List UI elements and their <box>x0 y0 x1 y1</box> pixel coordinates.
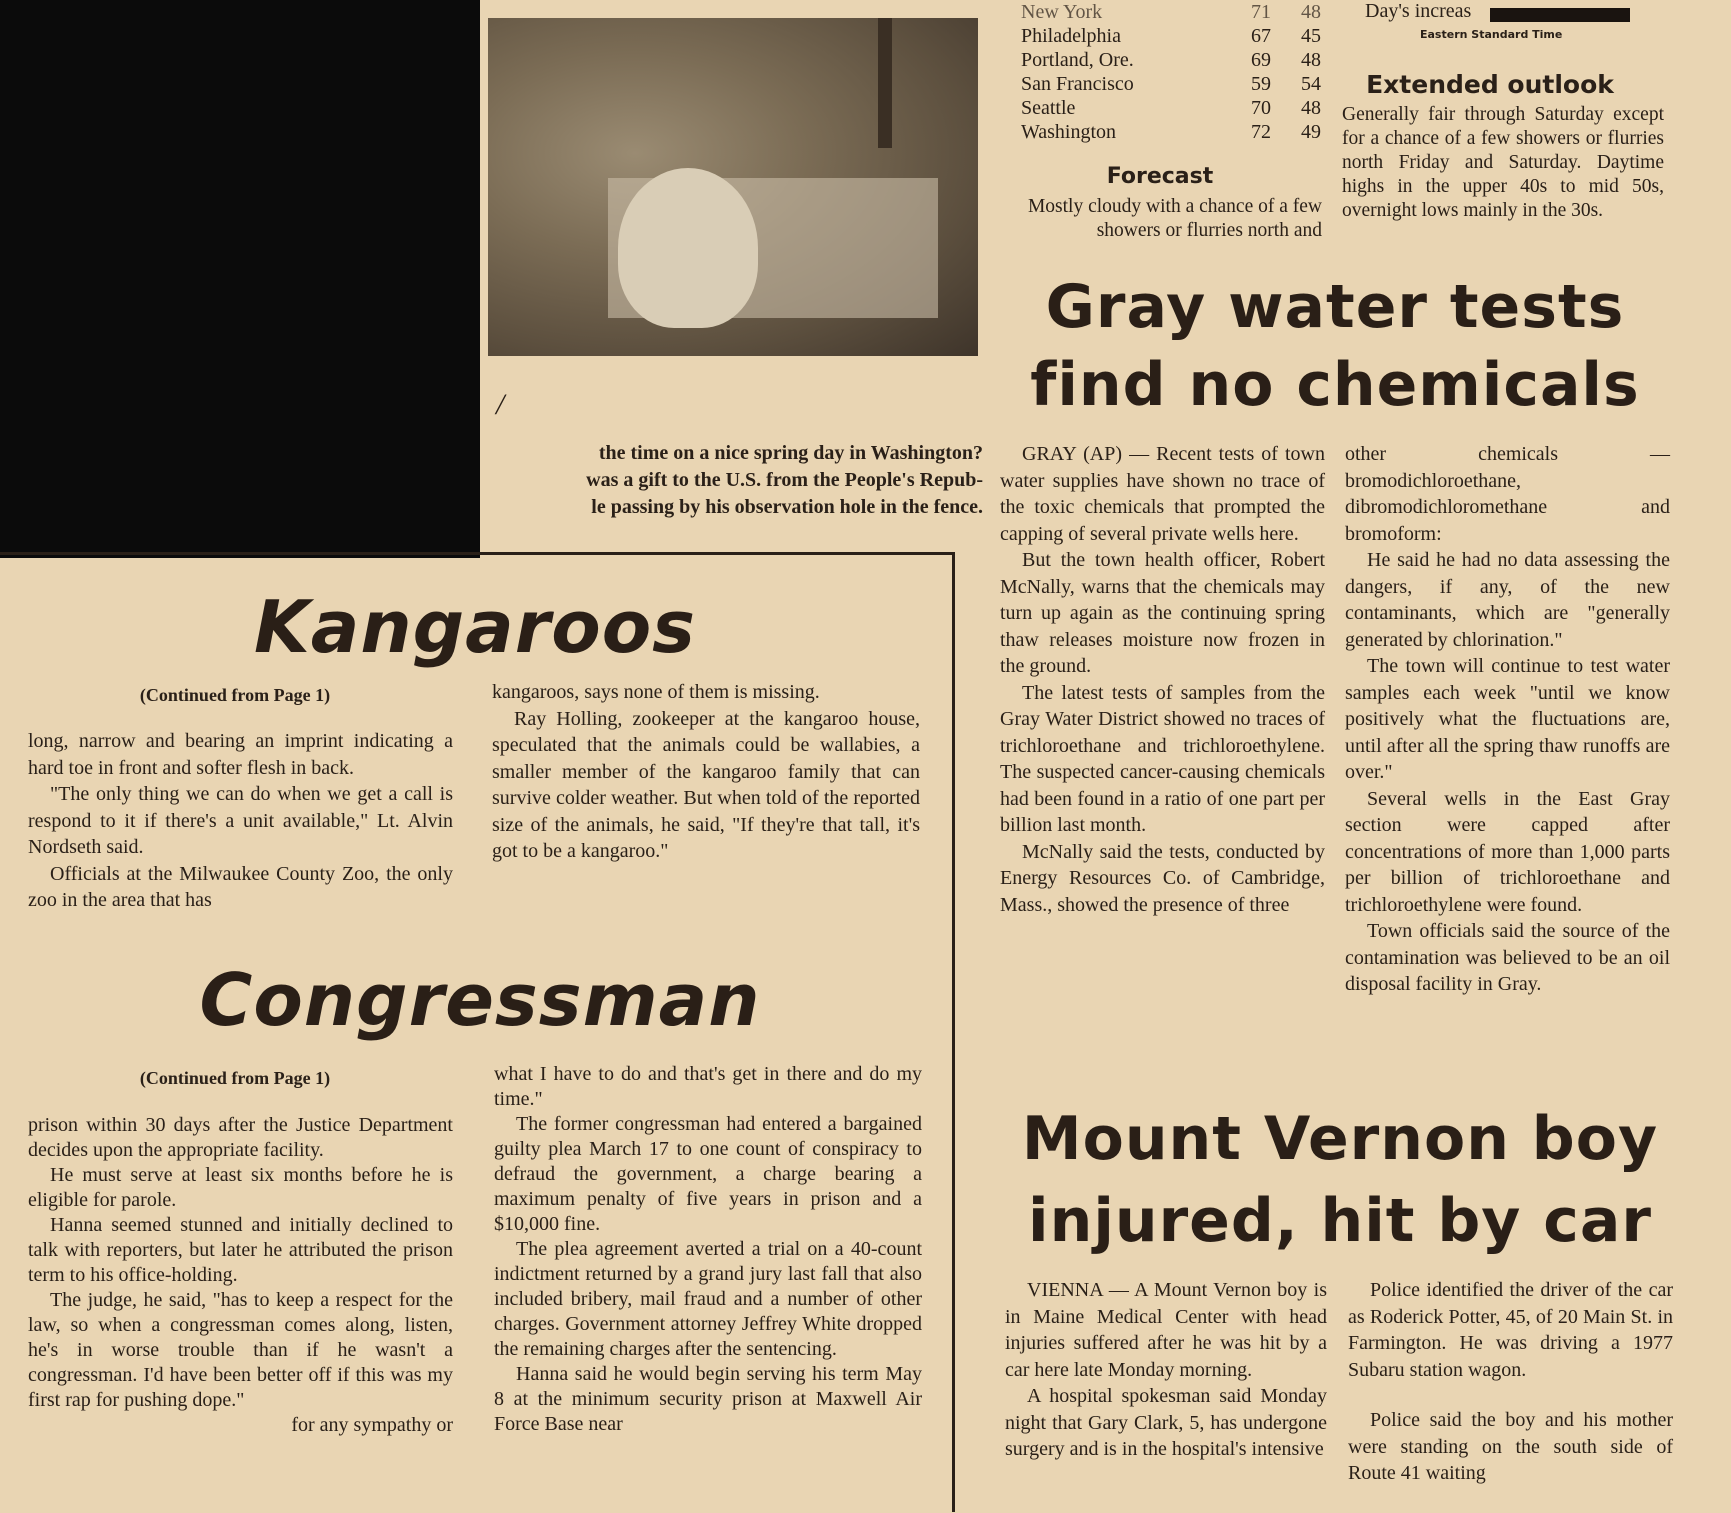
congressman-col2 <box>494 1062 922 1437</box>
paragraph: McNally said the tests, conducted by Energy Resources Co. of Cambridge, Mass., showed the presence of three <box>1000 840 1325 916</box>
paragraph: kangaroos, says none of them is missing. <box>492 681 820 703</box>
outlook-title: Extended outlook <box>1366 70 1614 99</box>
paragraph: what I have to do and that's get in there and do my time." <box>494 1063 922 1110</box>
city: San Francisco <box>1021 73 1134 95</box>
paragraph: Police said the boy and his mother were standing on the south side of Route 41 waiting <box>1348 1409 1673 1484</box>
paragraph: long, narrow and bearing an imprint indicating a hard toe in front and softer flesh in back. <box>28 730 453 779</box>
gray-water-col2 <box>1345 441 1670 998</box>
continued-label: (Continued from Page 1) <box>139 685 331 705</box>
paragraph: GRAY (AP) — Recent tests of town water supplies have shown no trace of the toxic chemicals that prompted the capping of several private wells here. <box>1000 443 1325 545</box>
news-photo <box>488 18 978 356</box>
congressman-headline: Congressman <box>199 958 761 1042</box>
kangaroos-headline: Kangaroos <box>253 585 697 669</box>
est-label: Eastern Standard Time <box>1420 28 1563 41</box>
headline-line: find no chemicals <box>1030 350 1640 420</box>
paragraph: VIENNA — A Mount Vernon boy is in Maine Medical Center with head injuries suffered after he was hit by a car here late Monday morning. <box>1005 1279 1327 1381</box>
outlook-text: Generally fair through Saturday except for a chance of a few showers or flurries north Friday and Saturday. Daytime highs in the upper 40s to mid 50s, overnight lows mainly in the 30s. <box>1342 104 1664 221</box>
paragraph: The plea agreement averted a trial on a 40-count indictment returned by a grand jury last fall that also included bribery, mail fraud and a number of other charges. Government attorney Jeffrey White dropped the remaining charges after the sentencing. <box>494 1238 922 1360</box>
paragraph: He said he had no data assessing the dangers, if any, of the new contaminants, which are "generally generated by chlorination." <box>1345 549 1670 651</box>
paragraph: Officials at the Milwaukee County Zoo, the only zoo in the area that has <box>28 862 453 911</box>
paragraph: A hospital spokesman said Monday night that Gary Clark, 5, has undergone surgery and is in the hospital's intensive <box>1005 1385 1327 1460</box>
table-row <box>1021 96 1321 120</box>
gray-water-headline <box>1005 268 1665 424</box>
low-temp: 48 <box>1301 49 1321 71</box>
paragraph: Police identified the driver of the car as Roderick Potter, 45, of 20 Main St. in Farmington. He was driving a 1977 Subaru station wagon. <box>1348 1279 1673 1381</box>
city: Seattle <box>1021 97 1076 119</box>
city: New York <box>1021 1 1103 23</box>
caption-line: le passing by his observation hole in the fence. <box>591 496 983 518</box>
forecast-text: Mostly cloudy with a chance of a few showers or flurries north and <box>1027 196 1322 241</box>
high-temp: 70 <box>1251 97 1271 119</box>
paragraph: prison within 30 days after the Justice Department decides upon the appropriate facility. <box>28 1114 453 1161</box>
torn-tape <box>1490 8 1630 22</box>
paragraph: But the town health officer, Robert McNally, warns that the chemicals may turn up again as the continuing spring thaw releases moisture now frozen in the ground. <box>1000 549 1325 677</box>
headline-line: Gray water tests <box>1045 272 1625 342</box>
low-temp: 48 <box>1301 97 1321 119</box>
continued-label: (Continued from Page 1) <box>139 1068 331 1088</box>
mount-vernon-col2 <box>1348 1277 1673 1487</box>
high-temp: 67 <box>1251 25 1271 47</box>
headline-line: Mount Vernon boy <box>1021 1104 1659 1174</box>
caption-line: the time on a nice spring day in Washington? <box>598 442 983 464</box>
paragraph: Town officials said the source of the contamination was believed to be an oil disposal facility in Gray. <box>1345 920 1670 995</box>
paragraph: Several wells in the East Gray section were capped after concentrations of more than 1,000 parts per billion of trichloroethane and trichloroethylene were found. <box>1345 787 1670 916</box>
mount-vernon-col1 <box>1005 1277 1327 1463</box>
paragraph: The former congressman had entered a bargained guilty plea March 17 to one count of conspiracy to defraud the government, a charge bearing a maximum penalty of five years in prison and a $10,000 fine. <box>494 1113 922 1235</box>
paragraph: for any sympathy or <box>291 1414 453 1436</box>
caption-line: was a gift to the U.S. from the People's Repub- <box>586 469 983 491</box>
paragraph: Hanna seemed stunned and initially declined to talk with reporters, but later he attributed the prison term to his office-holding. <box>28 1214 453 1286</box>
paragraph: other chemicals — bromodichloroethane, dibromodichloromethane and bromoform: <box>1345 443 1670 545</box>
mount-vernon-headline <box>1010 1098 1670 1262</box>
paragraph: "The only thing we can do when we get a call is respond to it if there's a unit available," Lt. Alvin Nordseth said. <box>28 783 453 858</box>
weather-table <box>1021 1 1321 144</box>
paragraph: He must serve at least six months before he is eligible for parole. <box>28 1164 453 1211</box>
kangaroos-col1 <box>28 728 453 914</box>
city: Washington <box>1021 121 1117 143</box>
table-row <box>1021 0 1321 24</box>
forecast-title: Forecast <box>1106 164 1214 189</box>
table-row <box>1021 48 1321 72</box>
gray-water-col1 <box>1000 441 1325 918</box>
paragraph: Hanna said he would begin serving his term May 8 at the minimum security prison at Maxwell Air Force Base near <box>494 1363 922 1435</box>
headline-line: injured, hit by car <box>1028 1186 1652 1256</box>
high-temp: 69 <box>1251 49 1271 71</box>
kangaroos-col2 <box>492 679 920 865</box>
table-row <box>1021 24 1321 48</box>
table-row <box>1021 72 1321 96</box>
paragraph: The latest tests of samples from the Gray Water District showed no traces of trichloroethane and trichloroethylene. The suspected cancer-causing chemicals had been found in a ratio of one part per billion last month. <box>1000 681 1325 836</box>
city: Portland, Ore. <box>1021 49 1134 71</box>
high-temp: 59 <box>1251 73 1271 95</box>
low-temp: 48 <box>1301 1 1321 23</box>
paragraph: The judge, he said, "has to keep a respect for the law, so when a congressman comes along, listen, he's in worse trouble than if he wasn't a congressman. I'd have been better off if this was my first rap for pushing dope." <box>28 1289 453 1411</box>
table-row <box>1021 120 1321 144</box>
low-temp: 45 <box>1301 25 1321 47</box>
low-temp: 49 <box>1301 121 1321 143</box>
paragraph: Ray Holling, zookeeper at the kangaroo house, speculated that the animals could be wallabies, a smaller member of the kangaroo family that can survive colder weather. But when told of the reported size of the animals, he said, "If they're that tall, it's got to be a kangaroo." <box>492 707 920 862</box>
day-increase-label: Day's increas <box>1365 0 1472 22</box>
paragraph: The town will continue to test water samples each week "until we know positively what the fluctuations are, until after all the spring thaw runoffs are over." <box>1345 655 1670 783</box>
high-temp: 72 <box>1251 121 1271 143</box>
city: Philadelphia <box>1021 25 1121 47</box>
headline-fragment: / <box>496 388 505 421</box>
photo-caption <box>488 440 983 521</box>
congressman-col1 <box>28 1113 453 1438</box>
low-temp: 54 <box>1301 73 1321 95</box>
high-temp: 71 <box>1251 1 1271 23</box>
